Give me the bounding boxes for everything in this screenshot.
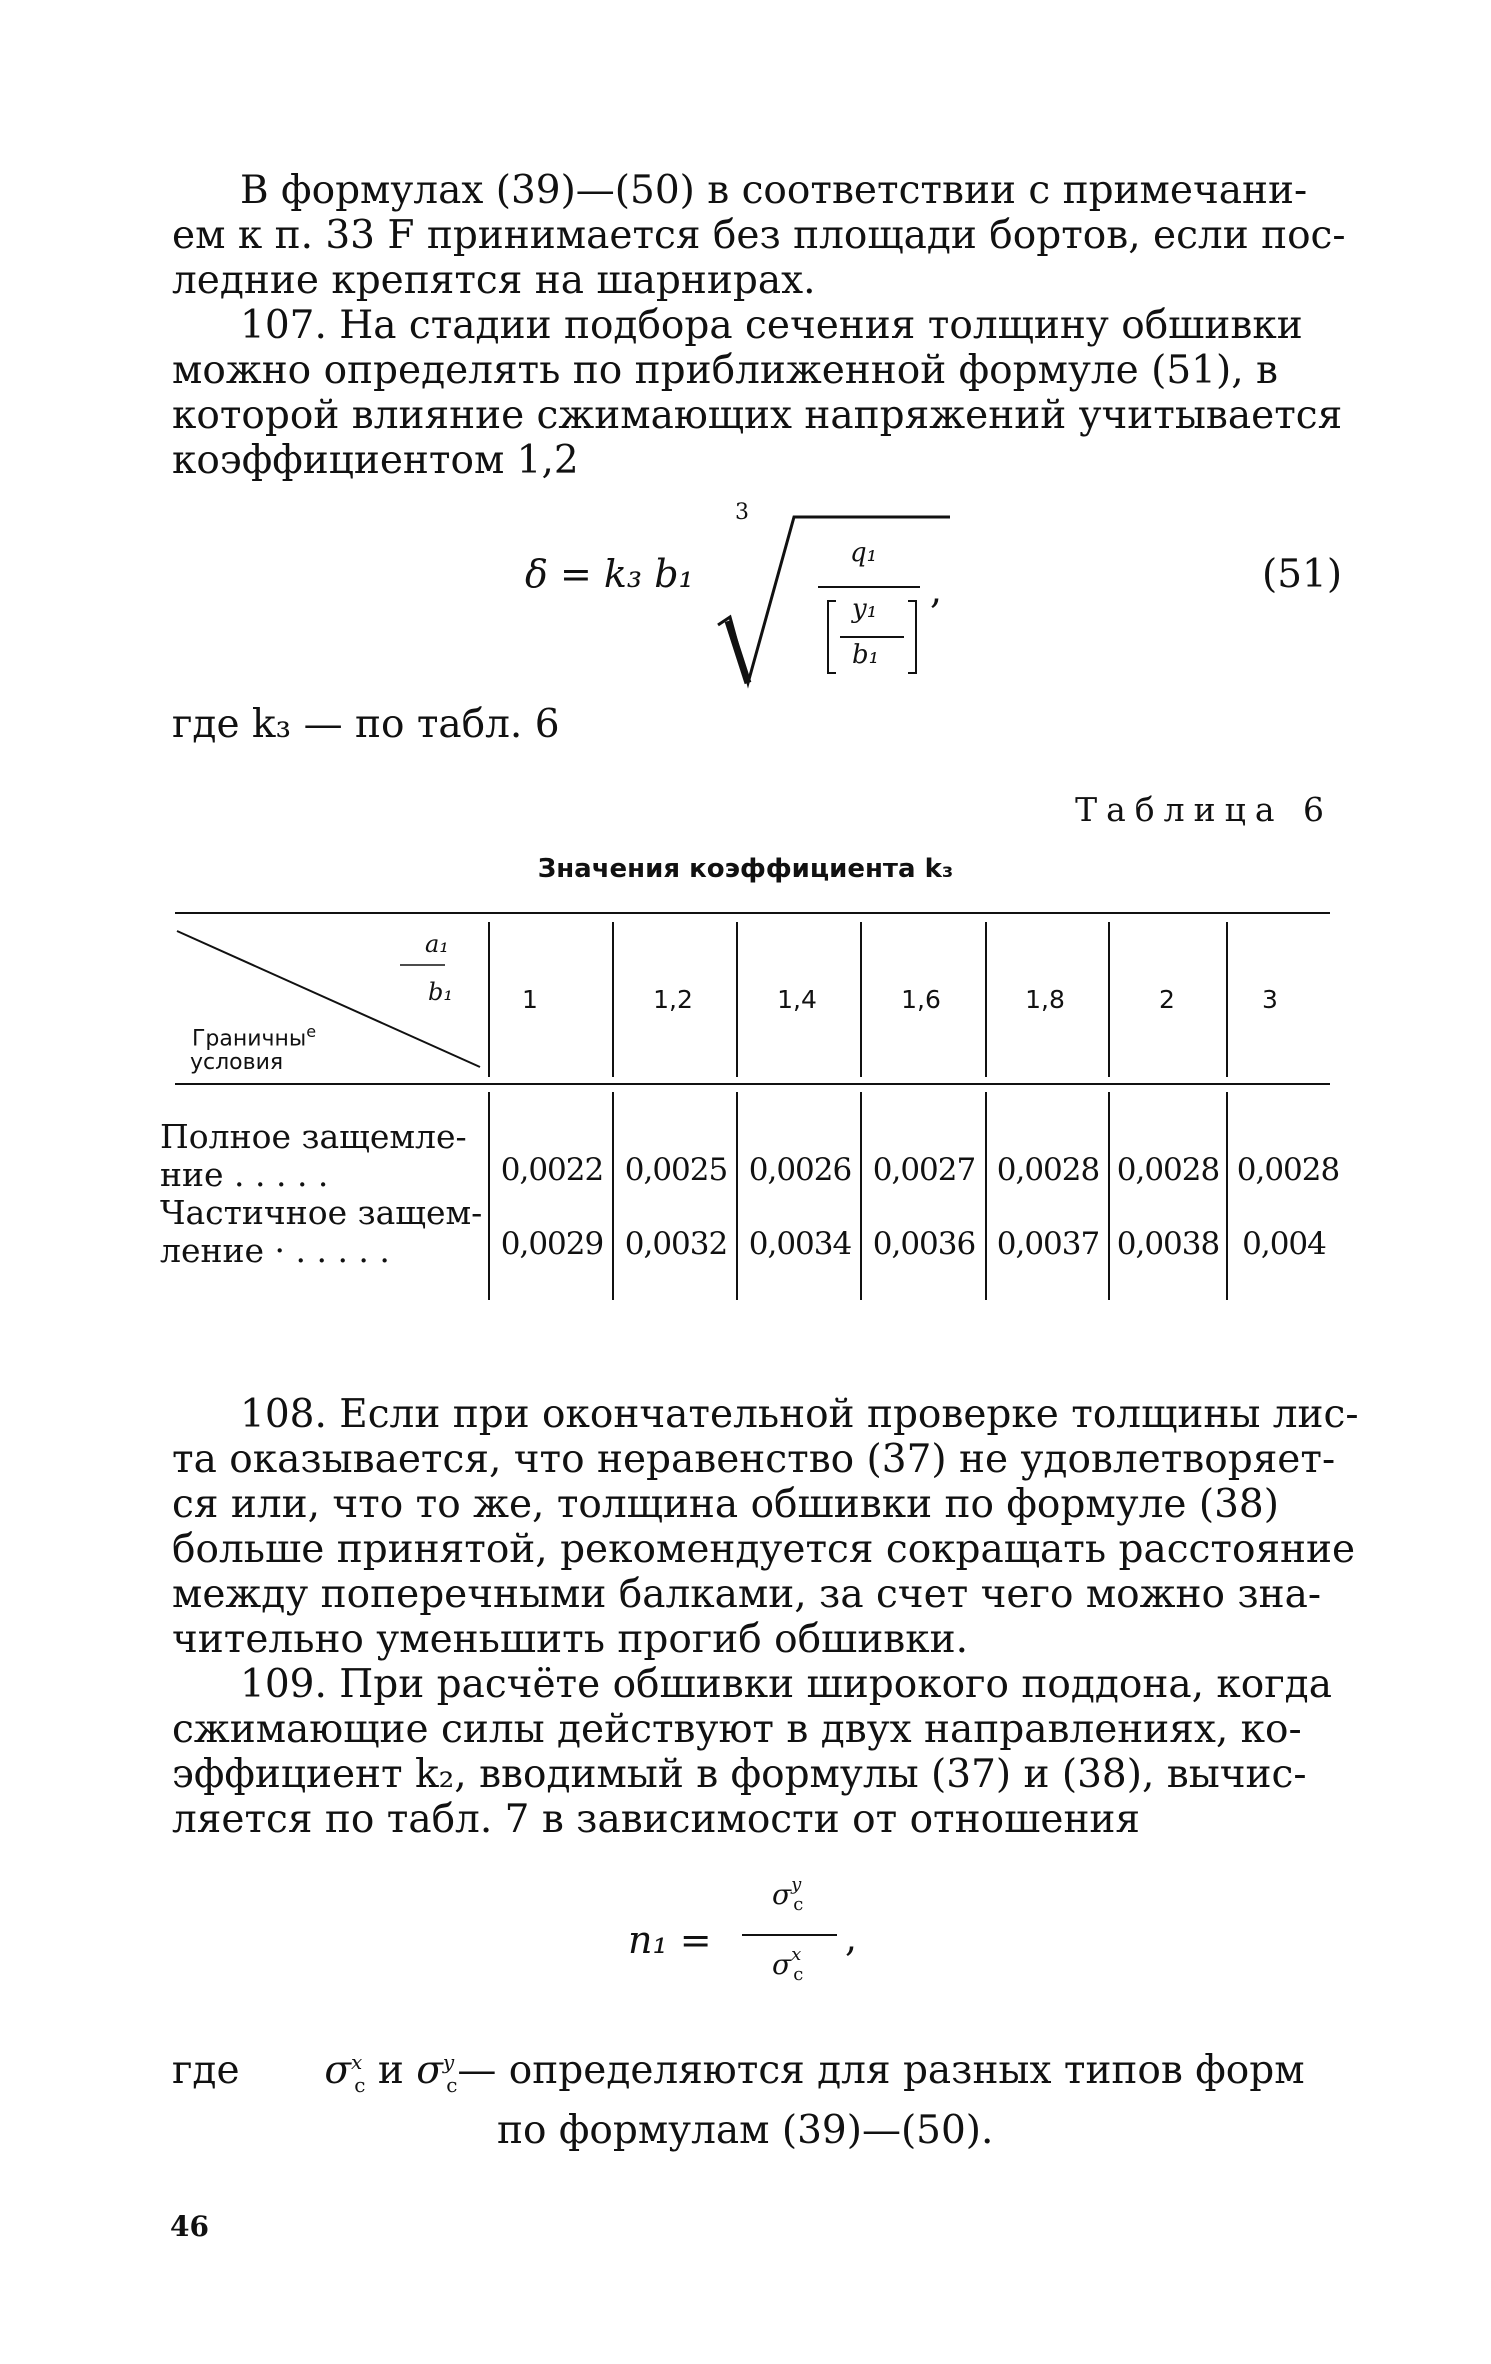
formula-n1-denominator <box>772 1944 811 1985</box>
column-divider <box>488 1092 490 1300</box>
sigma-y <box>416 2048 458 2097</box>
text-line: между поперечными балками, за счет чего можно зна- <box>172 1572 1322 1617</box>
sigma-symbol: σ <box>772 1878 792 1911</box>
text-line: 107. На стадии подбора сечения толщину обшивки <box>240 303 1303 348</box>
formula-n1-lhs: n₁ = <box>628 1918 712 1962</box>
corner-left-text: Граничны <box>192 1026 307 1052</box>
text-line: 108. Если при окончательной проверке толщины лис- <box>240 1392 1359 1437</box>
formula-inner-denominator: b₁ <box>852 640 880 670</box>
formula-51-lhs: δ = k₃ b₁ <box>525 552 694 596</box>
text-line: можно определять по приближенной формуле (51), в <box>172 348 1278 393</box>
sigma-subscript: c <box>446 2072 458 2097</box>
corner-top-a1: a₁ <box>425 930 449 958</box>
sigma-subscript: c <box>354 2072 366 2097</box>
row-label-line: Частичное защем- <box>160 1193 483 1232</box>
conjunction: и <box>377 2048 404 2093</box>
page-number: 46 <box>170 2210 209 2243</box>
table-cell: 0,0029 <box>500 1226 604 1262</box>
corner-bottom-b1: b₁ <box>428 978 453 1006</box>
row-label <box>160 1118 467 1194</box>
column-header: 1,4 <box>777 985 817 1014</box>
text-line: по формулам (39)—(50). <box>497 2107 994 2153</box>
formula-n1-comma: , <box>845 1916 858 1960</box>
paragraph-109 <box>172 1662 1332 1842</box>
table-cell: 0,0034 <box>748 1226 852 1262</box>
table-cell: 0,0025 <box>624 1152 728 1188</box>
paragraph-intro <box>172 168 1346 303</box>
table-top-rule <box>175 912 1330 914</box>
text-line: коэффициентом 1,2 <box>172 438 579 483</box>
text-line: которой влияние сжимающих напряжений учитывается <box>172 393 1343 438</box>
equation-number: (51) <box>1262 552 1343 597</box>
column-header: 1 <box>522 985 538 1014</box>
where-word: где <box>172 2048 240 2093</box>
table-cell: 0,0022 <box>500 1152 604 1188</box>
formula-comma: , <box>930 568 943 612</box>
text-line: ся или, что то же, толщина обшивки по формуле (38) <box>172 1482 1279 1527</box>
table-cell: 0,0028 <box>1116 1152 1220 1188</box>
text-line: где k₃ — по табл. 6 <box>172 702 560 747</box>
corner-left-label <box>192 1022 316 1051</box>
text-line: эффициент k₂, вводимый в формулы (37) и (38), вычис- <box>172 1752 1307 1797</box>
text-line: В формулах (39)—(50) в соответствии с примечани- <box>240 168 1308 213</box>
column-divider <box>860 1092 862 1300</box>
sigma-subscript: c <box>793 1894 804 1915</box>
corner-left-label-2: условия <box>190 1050 284 1075</box>
table-cell: 0,0036 <box>872 1226 976 1262</box>
table-label: Таблица 6 <box>1075 790 1333 829</box>
fraction-bar <box>742 1934 837 1936</box>
table-cell: 0,0026 <box>748 1152 852 1188</box>
column-divider <box>1108 1092 1110 1300</box>
column-header: 1,6 <box>901 985 941 1014</box>
column-divider <box>736 1092 738 1300</box>
table-cell: 0,0027 <box>872 1152 976 1188</box>
formula-numerator: q₁ <box>850 538 878 568</box>
sigma-superscript: y <box>791 1874 802 1895</box>
column-header: 3 <box>1262 985 1278 1014</box>
row-label-line: Полное защемле- <box>160 1117 467 1156</box>
table-cell: 0,0037 <box>996 1226 1100 1262</box>
row-label-line: ние . . . . . <box>160 1155 329 1194</box>
table-cell: 0,0028 <box>996 1152 1100 1188</box>
column-divider <box>985 1092 987 1300</box>
radical-sign <box>700 505 960 695</box>
formula-n1-numerator <box>772 1874 811 1915</box>
sigma-superscript: x <box>350 2050 363 2074</box>
corner-left-superscript: е <box>306 1022 317 1041</box>
column-header: 2 <box>1159 985 1175 1014</box>
formula-inner-numerator: y₁ <box>852 594 878 624</box>
sigma-subscript: c <box>793 1964 804 1985</box>
paragraph-107 <box>172 303 1343 483</box>
paragraph-108 <box>172 1392 1359 1662</box>
where-k3 <box>172 702 1332 747</box>
column-header: 1,2 <box>653 985 693 1014</box>
text-line: больше принятой, рекомендуется сокращать расстояние <box>172 1527 1356 1572</box>
text-line: чительно уменьшить прогиб обшивки. <box>172 1617 969 1662</box>
column-header: 1,8 <box>1025 985 1065 1014</box>
column-divider <box>1226 1092 1228 1300</box>
sigma-symbol: σ <box>416 2048 443 2093</box>
where-sigma <box>172 2040 1332 2153</box>
row-label-line: ление · . . . . . <box>160 1231 390 1270</box>
table-caption: Значения коэффициента k₃ <box>537 854 954 884</box>
sigma-x <box>324 2048 366 2097</box>
column-divider <box>612 1092 614 1300</box>
table-cell: 0,0032 <box>624 1226 728 1262</box>
sigma-superscript: y <box>442 2050 455 2074</box>
text-line: та оказывается, что неравенство (37) не удовлетворяет- <box>172 1437 1336 1482</box>
row-label <box>160 1194 482 1270</box>
text-line: 109. При расчёте обшивки широкого поддона, когда <box>240 1662 1332 1707</box>
text-line: ледние крепятся на шарнирах. <box>172 258 816 303</box>
where-rest: — определяются для разных типов форм <box>457 2048 1305 2093</box>
table-cell: 0,0038 <box>1116 1226 1220 1262</box>
root-index: 3 <box>735 500 749 525</box>
text-line: ляется по табл. 7 в зависимости от отношения <box>172 1797 1141 1842</box>
sigma-symbol: σ <box>324 2048 351 2093</box>
text-line: ем к п. 33 F принимается без площади бортов, если пос- <box>172 213 1346 258</box>
table-cell: 0,0028 <box>1236 1152 1340 1188</box>
text-line: сжимающие силы действуют в двух направлениях, ко- <box>172 1707 1302 1752</box>
table-header-rule <box>175 1083 1330 1085</box>
sigma-symbol: σ <box>772 1948 792 1981</box>
sigma-superscript: x <box>791 1944 802 1965</box>
text-line <box>172 2040 1332 2108</box>
table-cell: 0,004 <box>1242 1226 1326 1262</box>
